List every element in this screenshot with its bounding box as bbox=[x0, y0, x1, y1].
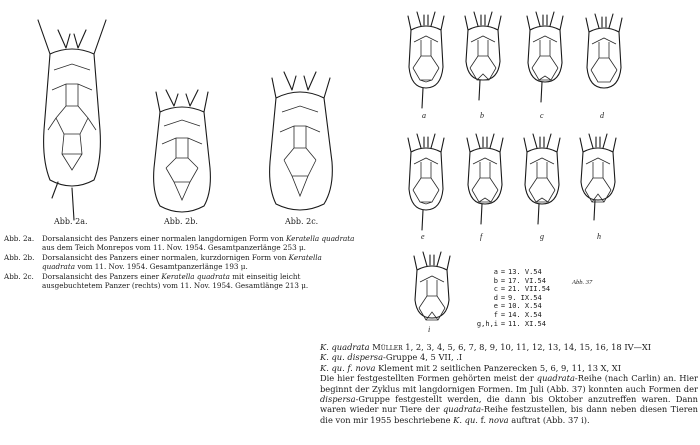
species-values: 5, 6, 9, 11, 13 bbox=[539, 362, 598, 373]
species-values: 1, 2, 3, 4, 5, 6, 7, 8, 9, 10, 11, 12, 13, 14, 15, 16, 18 bbox=[405, 342, 622, 352]
lorica-f bbox=[467, 134, 503, 224]
species-name: K. quadrata bbox=[320, 342, 370, 352]
caption-text: Dorsalansicht des Panzers einer normalen langdornigen Form von bbox=[42, 234, 284, 243]
species-author: Klement mit 2 seitlichen Panzerecken bbox=[378, 362, 538, 373]
panel-label-e: e bbox=[421, 232, 425, 241]
lorica-i bbox=[414, 252, 450, 320]
lorica-c bbox=[527, 12, 563, 102]
caption-text: vom 11. Nov. 1954. Gesamtpanzerlänge 193 μ. bbox=[77, 262, 248, 272]
legend-key: a bbox=[493, 268, 498, 276]
legend-row: c = 21. VII.54 bbox=[470, 285, 550, 294]
legend-row: b = 17. VI.54 bbox=[470, 277, 550, 286]
species-author: -Gruppe bbox=[383, 352, 418, 363]
panel-label-f: f bbox=[480, 232, 483, 241]
legend-value: 21. VII.54 bbox=[508, 285, 551, 294]
legend-row: f = 14. X.54 bbox=[470, 311, 550, 320]
legend-value: 9. IX.54 bbox=[508, 293, 542, 302]
lorica-d bbox=[586, 14, 622, 88]
legend-key: c bbox=[493, 285, 498, 294]
caption-species: Keratella quadrata bbox=[42, 252, 322, 272]
legend-row: g,h,i = 11. XI.54 bbox=[470, 320, 550, 329]
legend-title: Abb. 37 bbox=[572, 279, 593, 286]
legend-key: f bbox=[493, 310, 498, 319]
figure-label-2a: Abb. 2a. bbox=[54, 217, 88, 226]
legend-key: g,h,i bbox=[476, 319, 498, 328]
caption-text: mit einseitig leicht ausgebuchtetem Panzer (rechts) vom 11. Nov. 1954. Gesamtlänge 213 μ. bbox=[42, 271, 309, 291]
species-name: K. qu. f. nova bbox=[320, 362, 376, 373]
legend-value: 17. VI.54 bbox=[508, 276, 546, 285]
caption-id: Abb. 2b. bbox=[4, 252, 35, 262]
species-months: IV—XI bbox=[624, 342, 652, 352]
panel-label-i: i bbox=[428, 325, 431, 334]
legend-value: 14. X.54 bbox=[508, 310, 542, 319]
caption-text: Dorsalansicht des Panzers einer bbox=[42, 271, 160, 281]
legend-value: 11. XI.54 bbox=[508, 319, 546, 328]
species-author: Müller bbox=[372, 342, 403, 352]
lorica-g bbox=[524, 134, 560, 224]
panel-label-b: b bbox=[480, 111, 484, 120]
date-legend bbox=[470, 268, 550, 328]
species-row bbox=[320, 352, 698, 362]
species-months: VII, .I bbox=[438, 352, 463, 363]
caption-id: Abb. 2c. bbox=[4, 271, 34, 281]
lorica-h bbox=[580, 134, 616, 220]
caption-text: Dorsalansicht des Panzers einer normalen, kurzdornigen Form von bbox=[42, 252, 287, 262]
panel-label-g: g bbox=[540, 232, 544, 241]
legend-key: b bbox=[493, 276, 498, 285]
species-row bbox=[320, 363, 698, 373]
lorica-a bbox=[408, 12, 444, 108]
species-months: X, XI bbox=[600, 362, 621, 373]
legend-key: d bbox=[493, 293, 498, 302]
legend-value: 13. V.54 bbox=[508, 268, 542, 276]
legend-row: d = 9. IX.54 bbox=[470, 294, 550, 303]
panel-label-h: h bbox=[597, 232, 601, 241]
species-row bbox=[320, 342, 698, 352]
species-list bbox=[320, 342, 698, 425]
panel-label-a: a bbox=[422, 111, 426, 120]
legend-key: e bbox=[493, 302, 498, 311]
species-values: 4, 5 bbox=[419, 352, 436, 363]
legend-row: a = 13. V.54 bbox=[470, 268, 550, 277]
body-paragraph: Die hier festgestellten Formen gehörten meist der quadrata-Reihe (nach Carlin) an. Hier beginnt der Zyklus mit langdornigen Formen. Im Juli (Abb. 37) konnten auch Formen der dispersa-Gruppe festgestellt werden, die dann bis Oktober anzutreffen waren. Dann waren wieder nur Tiere der quadrata-Reihe festzustellen, bis dann neben diesen Tieren die von mir 1955 beschriebene K. qu. f. nova auftrat (Abb. 37 i). bbox=[320, 373, 698, 425]
panel-label-d: d bbox=[600, 111, 604, 120]
legend-row: e = 10. X.54 bbox=[470, 302, 550, 311]
lorica-b bbox=[465, 12, 501, 100]
caption-text: aus dem Teich Monrepos vom 11. Nov. 1954. Gesamtpanzerlänge 253 μ. bbox=[42, 243, 306, 253]
figure-label-2b: Abb. 2b. bbox=[164, 217, 198, 226]
legend-value: 10. X.54 bbox=[508, 302, 542, 311]
caption-id: Abb. 2a. bbox=[4, 234, 35, 243]
caption-species: Keratella quadrata bbox=[286, 234, 355, 243]
panel-label-c: c bbox=[540, 111, 544, 120]
lorica-e bbox=[408, 134, 444, 230]
species-name: K. qu. dispersa bbox=[320, 352, 384, 363]
figure-label-2c: Abb. 2c. bbox=[285, 217, 319, 226]
caption-species: Keratella quadrata bbox=[161, 271, 230, 281]
